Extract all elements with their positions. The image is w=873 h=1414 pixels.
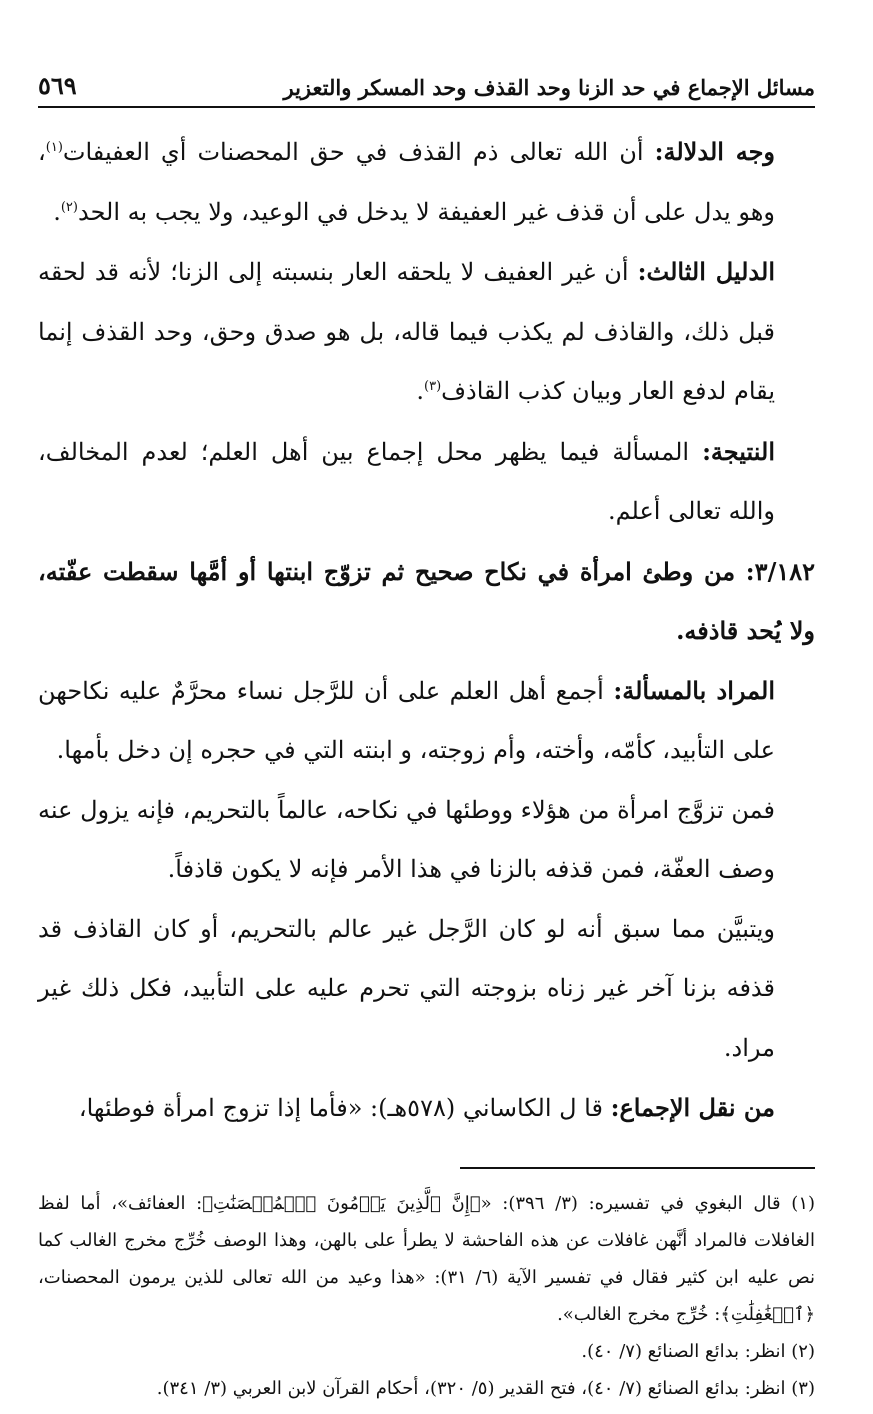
paragraph-text: أجمع أهل العلم على أن للرَّجل نساء محرَّمٌ عليه نكاحهن على التأبيد، كأمّه، وأخته، وأم زوجته، و ابنته التي في حجره إن دخل بأمها. [38,676,775,764]
label-third-evidence: الدليل الثالث: [637,257,776,286]
footnote-3: (٣) انظر: بدائع الصنائع (٧/ ٤٠)، فتح القدير (٥/ ٣٢٠)، أحكام القرآن لابن العربي (٣/ ٣٤١). [156,1377,815,1399]
footnote-ref-1: (١) [45,140,63,155]
label-evidence-point: وجه الدلالة: [654,137,776,166]
footnote-2: (٢) انظر: بدائع الصنائع (٧/ ٤٠). [581,1340,815,1362]
page-number: ٥٦٩ [38,71,77,100]
label-conclusion: النتيجة: [702,436,775,466]
paragraph-text: أن الله تعالى ذم القذف في حق المحصنات أي العفيفات [62,138,655,166]
section-heading: ٣/١٨٢: من وطئ امرأة في نكاح صحيح ثم تزوّج ابنتها أو أمَّها سقطت عفّته، ولا يُحد قاذفه. [38,556,815,645]
paragraph-meaning [38,661,815,781]
paragraph-clarification: ويتبيَّن مما سبق أنه لو كان الرَّجل غير عالم بالتحريم، أو كان القاذف قد قذفه بزنا آخر غير زناه بزوجته التي تحرم عليه على التأبيد، فكل ذلك غير مراد. [38,914,775,1062]
paragraph-text: ، وهو يدل على أن قذف غير العفيفة لا يدخل في الوعيد، ولا يجب به الحد [38,138,775,226]
main-text [38,122,815,1139]
footnote-ref-3: (٣) [424,379,442,394]
running-header [38,60,815,100]
footnotes [38,1185,815,1407]
header-rule [38,106,815,108]
running-title: مسائل الإجماع في حد الزنا وحد القذف وحد المسكر والتعزير [283,75,815,100]
paragraph-text: المسألة فيما يظهر محل إجماع بين أهل العلم؛ لعدم المخالف، والله تعالى أعلم. [38,437,775,525]
paragraph-text: . [416,377,425,405]
paragraph-conclusion [38,422,815,542]
paragraph-consensus [38,1078,815,1139]
footnote-rule [460,1167,815,1169]
paragraph-text: قا ل الكاساني (٥٧٨هـ): «فأما إذا تزوج امرأة فوطئها، [78,1094,611,1122]
label-meaning: المراد بالمسألة: [613,675,776,705]
footnote-ref-2: (٢) [60,199,78,215]
paragraph-third-evidence [38,242,815,422]
paragraph-text: . [53,197,61,226]
footnote-1: (١) قال البغوي في تفسيره: (٣/ ٣٩٦): «﴿إِنَّ ٱلَّذِينَ يَرۡمُونَ ٱلۡمُحۡصَنَٰتِ﴾: العفائف»، أما لفظ الغافلات فالمراد أنَّهن غافلات عن هذه الفاحشة لا يطرأ على بالهن، وهذا الوصف خُرِّج مخرج الغالب كما نص عليه ابن كثير فقال في تفسير الآية (٦/ ٣١): «هذا وعيد من الله تعالى للذين يرمون المحصنات، ﴿ٱلۡغَٰفِلَٰتِ﴾: خُرِّج مخرج الغالب». [38,1192,816,1325]
paragraph-text: أن غير العفيف لا يلحقه العار بنسبته إلى الزنا؛ لأنه قد لحقه قبل ذلك، والقاذف لم يكذب فيما قاله، بل هو صدق وحق، وحد القذف إنما يقام لدفع العار وبيان كذب القاذف [38,258,775,405]
label-consensus: من نقل الإجماع: [610,1093,775,1122]
paragraph-evidence-point [38,122,815,242]
paragraph-marriage: فمن تزوَّج امرأة من هؤلاء ووطئها في نكاحه، عالماً بالتحريم، فإنه يزول عنه وصف العفّة، فمن قذفه بالزنا في هذا الأمر فإنه لا يكون قاذفاً. [38,795,775,883]
